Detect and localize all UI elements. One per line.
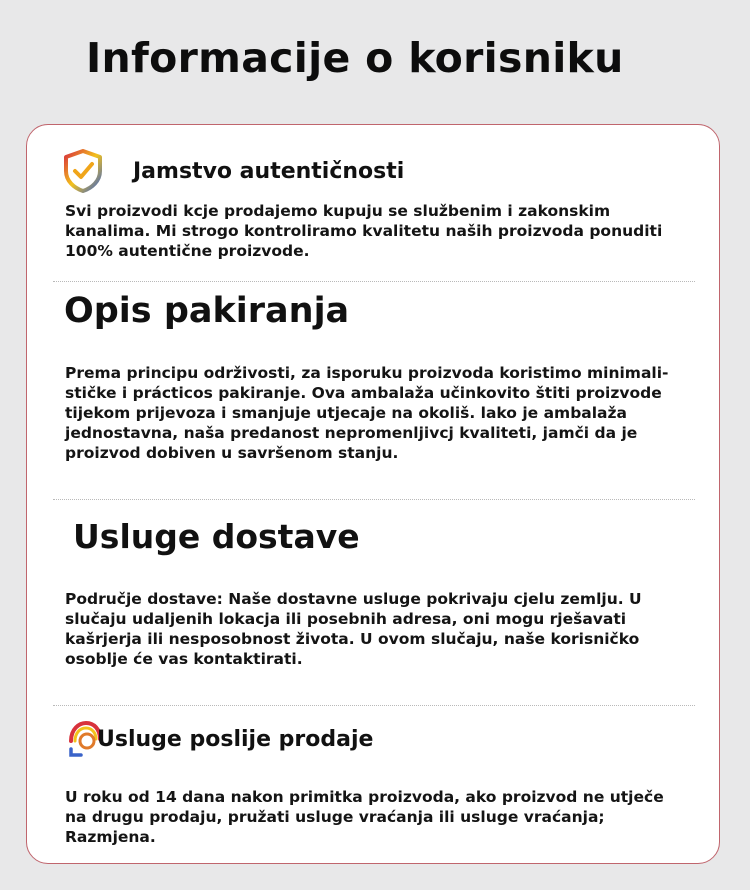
section-body: Područje dostave: Naše dostavne usluge pokrivaju cjelu zemlju. U slučaju udaljenih lokacja ili posebnih adresa, oni mogu rješavati kašrjerja ili nesposobnost života. U ovom slučaju, naše korisničko osoblje će vas kontaktirati.: [65, 590, 642, 668]
section-divider: [53, 499, 695, 500]
section-title: Jamstvo autentičnosti: [133, 158, 405, 184]
shield-check-icon: [63, 149, 103, 193]
section-body: U roku od 14 dana nakon primitka proizvoda, ako proizvod ne utječe na drugu prodaju, pružati usluge vraćanja ili usluge vraćanja; Razmjena.: [65, 788, 664, 846]
section-title: Usluge poslije prodaje: [97, 726, 374, 752]
section-divider: [53, 705, 695, 706]
info-card: [26, 124, 720, 864]
section-divider: [53, 281, 695, 282]
section-title: Usluge dostave: [73, 517, 360, 556]
section-title: Opis pakiranja: [64, 291, 350, 331]
page-title: Informacije o korisniku: [86, 34, 624, 82]
section-body: Svi proizvodi kcje prodajemo kupuju se službenim i zakonskim kanalima. Mi strogo kontroliramo kvalitetu naših proizvoda ponuditi 100% autentične proizvode.: [65, 202, 663, 260]
section-body: Prema principu održivosti, za isporuku proizvoda koristimo minimali-stičke i prácticos pakiranje. Ova ambalaža učinkovito štiti proizvode tijekom prijevoza i smanjuje utjecaje na okoliš. lako je ambalaža jednostavna, naša predanost nepromenljivcj kvaliteti, jamči da je proizvod dobiven u savršenom stanju.: [65, 364, 669, 462]
